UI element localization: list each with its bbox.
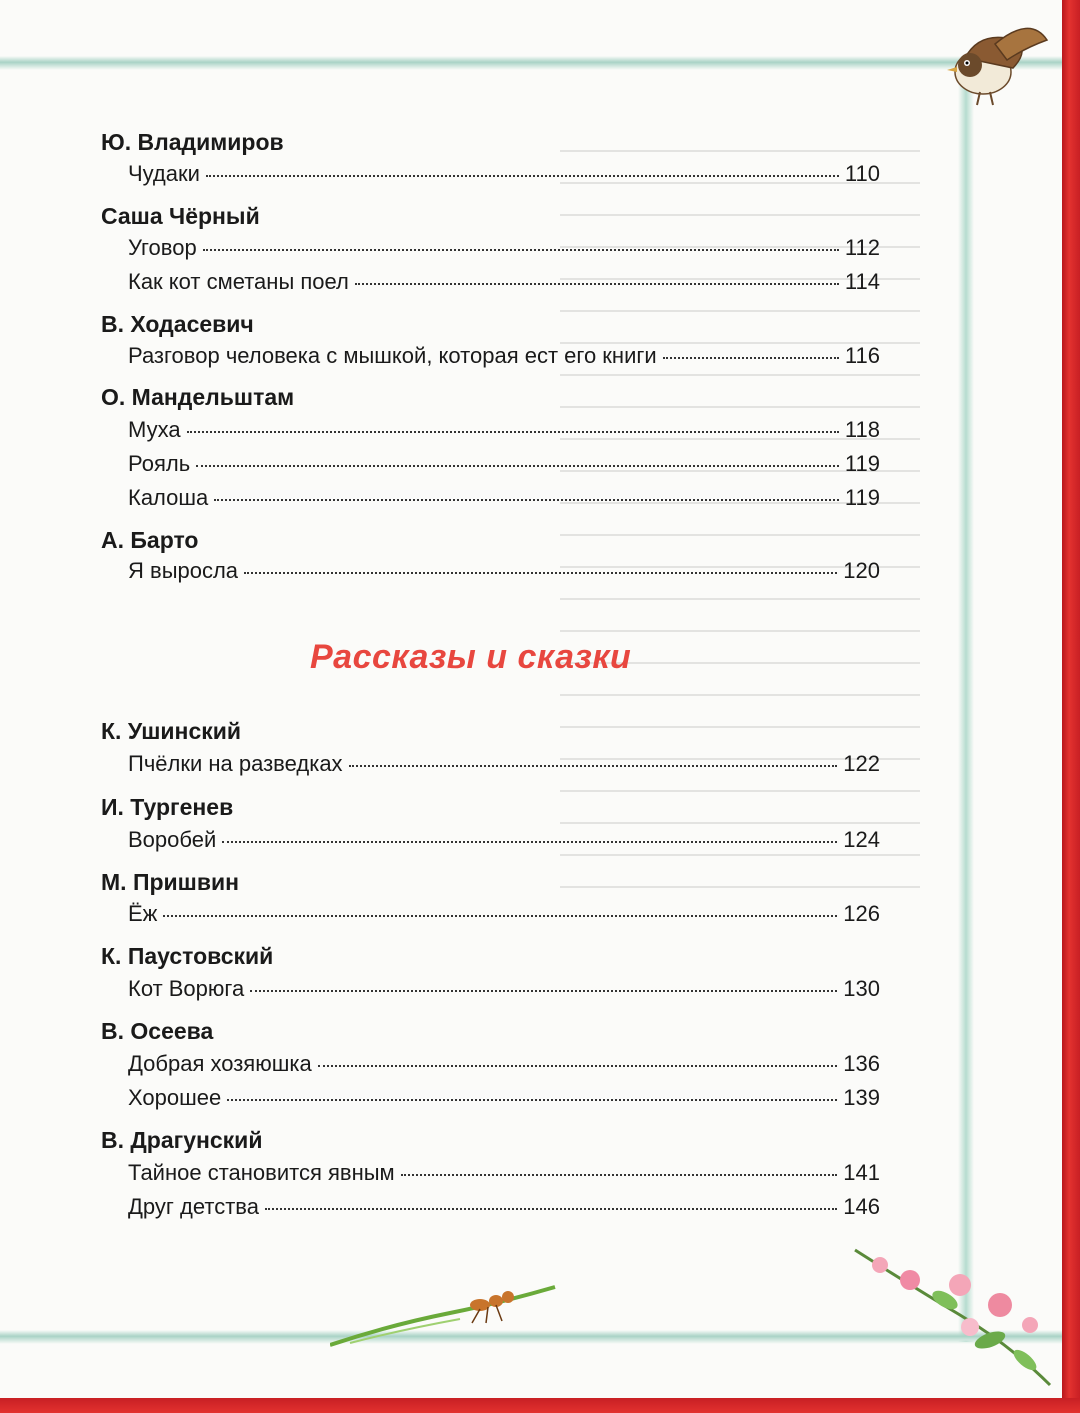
decorative-border-top: [0, 56, 1062, 70]
author-heading: И. Тургенев: [101, 794, 234, 820]
dot-leader: [355, 283, 839, 285]
dot-leader: [663, 357, 839, 359]
toc-entry[interactable]: [128, 161, 880, 191]
page-number: 119: [844, 451, 880, 476]
page-edge-bottom: [0, 1398, 1080, 1413]
sparrow-icon: [935, 10, 1055, 110]
dot-leader: [250, 990, 837, 992]
toc-entry[interactable]: [128, 1085, 880, 1115]
dot-leader: [203, 249, 839, 251]
page-edge-right: [1062, 0, 1080, 1413]
toc-entry[interactable]: [128, 1160, 880, 1190]
dot-leader: [196, 465, 839, 467]
dot-leader: [187, 431, 839, 433]
entry-title: Воробей: [128, 827, 217, 852]
entry-title: Тайное становится явным: [128, 1160, 395, 1185]
toc-entry[interactable]: [128, 1194, 880, 1224]
toc-entry[interactable]: [128, 901, 880, 931]
decorative-border-right: [958, 62, 974, 1342]
author-heading: К. Паустовский: [101, 943, 274, 969]
page-number: 139: [843, 1085, 880, 1110]
toc-entry[interactable]: [128, 751, 880, 781]
page-number: 126: [843, 901, 880, 926]
author-heading: Ю. Владимиров: [101, 129, 284, 155]
dot-leader: [163, 915, 837, 917]
dot-leader: [265, 1208, 837, 1210]
dot-leader: [214, 499, 839, 501]
page-number: 122: [843, 751, 880, 776]
page-number: 130: [843, 976, 880, 1001]
author-heading: К. Ушинский: [101, 718, 242, 744]
toc-entry[interactable]: [128, 269, 880, 299]
toc-entry[interactable]: [128, 976, 880, 1006]
author-heading: М. Пришвин: [101, 869, 239, 895]
entry-title: Ёж: [128, 901, 158, 926]
entry-title: Пчёлки на разведках: [128, 751, 343, 776]
page-number: 136: [843, 1051, 880, 1076]
toc-entry[interactable]: [128, 451, 880, 481]
toc-entry[interactable]: [128, 417, 880, 447]
author-heading: О. Мандельштам: [101, 384, 295, 410]
entry-title: Рояль: [128, 451, 191, 476]
ant-on-grass-icon: [330, 1285, 560, 1355]
dot-leader: [206, 175, 839, 177]
entry-title: Друг детства: [128, 1194, 259, 1219]
toc-entry[interactable]: [128, 1051, 880, 1081]
author-heading: Саша Чёрный: [101, 203, 260, 229]
entry-title: Я выросла: [128, 558, 239, 583]
page-number: 110: [844, 161, 880, 186]
entry-title: Кот Ворюга: [128, 976, 245, 1001]
flower-branch-icon: [850, 1245, 1055, 1390]
author-heading: В. Драгунский: [101, 1127, 263, 1153]
dot-leader: [318, 1065, 838, 1067]
toc-entry[interactable]: [128, 558, 880, 588]
entry-title: Хорошее: [128, 1085, 222, 1110]
dot-leader: [401, 1174, 838, 1176]
entry-title: Калоша: [128, 485, 209, 510]
page-number: 146: [843, 1194, 880, 1219]
page-number: 120: [843, 558, 880, 583]
page-number: 119: [844, 485, 880, 510]
entry-title: Добрая хозяюшка: [128, 1051, 312, 1076]
page-number: 114: [844, 269, 880, 294]
toc-entry[interactable]: [128, 827, 880, 857]
author-heading: В. Ходасевич: [101, 311, 254, 337]
dot-leader: [349, 765, 838, 767]
dot-leader: [244, 572, 837, 574]
entry-title: Уговор: [128, 235, 197, 260]
toc-entry[interactable]: [128, 235, 880, 265]
toc-entry[interactable]: [128, 343, 880, 373]
author-heading: В. Осеева: [101, 1018, 214, 1044]
toc-entry[interactable]: [128, 485, 880, 515]
page-number: 118: [844, 417, 880, 442]
page-number: 124: [843, 827, 880, 852]
page-number: 116: [844, 343, 880, 368]
page-number: 112: [844, 235, 880, 260]
entry-title: Как кот сметаны поел: [128, 269, 349, 294]
entry-title: Муха: [128, 417, 181, 442]
entry-title: Разговор человека с мышкой, которая ест его книги: [128, 343, 657, 368]
section-title: Рассказы и сказки: [310, 638, 632, 676]
entry-title: Чудаки: [128, 161, 200, 186]
dot-leader: [227, 1099, 837, 1101]
author-heading: А. Барто: [101, 527, 199, 553]
dot-leader: [222, 841, 837, 843]
page-number: 141: [843, 1160, 880, 1185]
